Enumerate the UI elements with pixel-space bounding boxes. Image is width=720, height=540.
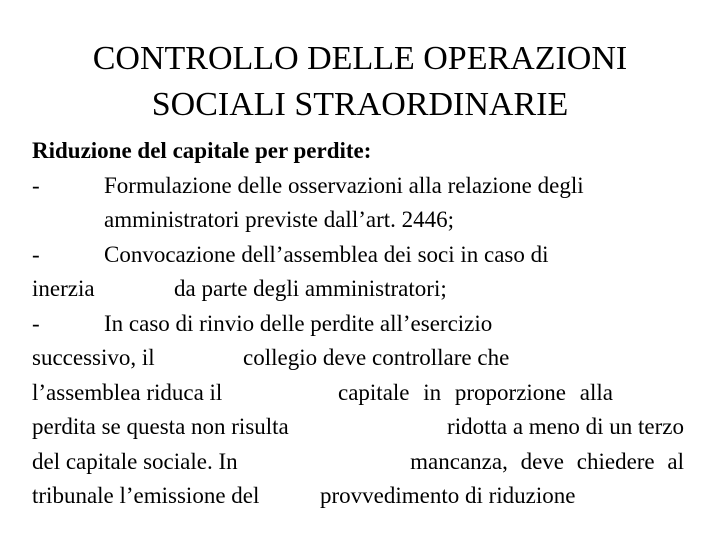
bullet-3-text-6a: tribunale l’emissione del: [32, 483, 260, 508]
bullet-1-line-2: [32, 203, 692, 238]
section-heading: Riduzione del capitale per perdite:: [32, 138, 372, 163]
bullet-1-text-2: amministratori previste dall’art. 2446;: [104, 207, 455, 232]
bullet-3-text-1: In caso di rinvio delle perdite all’esercizio: [104, 310, 493, 336]
bullet-1-marker: -: [32, 172, 40, 198]
bullet-3-line-1: [32, 307, 692, 342]
bullet-2-text-2a: inerzia: [32, 276, 95, 301]
bullet-3-text-5a: del capitale sociale. In: [32, 448, 238, 474]
bullet-3-text-6b: provvedimento di riduzione: [320, 483, 576, 508]
title-line-1: CONTROLLO DELLE OPERAZIONI: [92, 40, 628, 77]
bullet-3-line-6: [32, 479, 692, 514]
bullet-3-marker: -: [32, 310, 40, 336]
bullet-3-text-3b: capitale in proporzione alla: [338, 379, 613, 405]
slide-body: [32, 134, 692, 514]
title-line-2: SOCIALI STRAORDINARIE: [151, 86, 569, 123]
bullet-3-line-4: [32, 410, 684, 445]
bullet-2-line-2: [32, 272, 692, 307]
bullet-3-text-3b-wrap: [338, 376, 684, 411]
bullet-3-text-4a: perdita se questa non risulta: [32, 414, 289, 439]
bullet-3-text-2a: successivo, il: [32, 345, 155, 370]
bullet-3-text-3a: l’assemblea riduca il: [32, 379, 223, 405]
bullet-3-line-5: [32, 445, 684, 480]
bullet-2-line-1: [32, 238, 692, 273]
bullet-3-text-2b: collegio deve controllare che: [243, 345, 510, 370]
bullet-3-text-5b: mancanza, deve chiedere al: [410, 448, 684, 474]
bullet-2-marker: -: [32, 241, 40, 267]
slide-title: [0, 36, 720, 128]
bullet-3-line-3: [32, 376, 684, 411]
bullet-1-line-1: [32, 169, 692, 204]
bullet-2-text-2b: da parte degli amministratori;: [174, 276, 447, 301]
bullet-3-text-4b: ridotta a meno di un terzo: [447, 414, 684, 439]
bullet-1-text-1: Formulazione delle osservazioni alla relazione degli: [104, 172, 584, 198]
bullet-2-text-1: Convocazione dell’assemblea dei soci in caso di: [104, 241, 549, 267]
bullet-3-line-2: [32, 341, 692, 376]
